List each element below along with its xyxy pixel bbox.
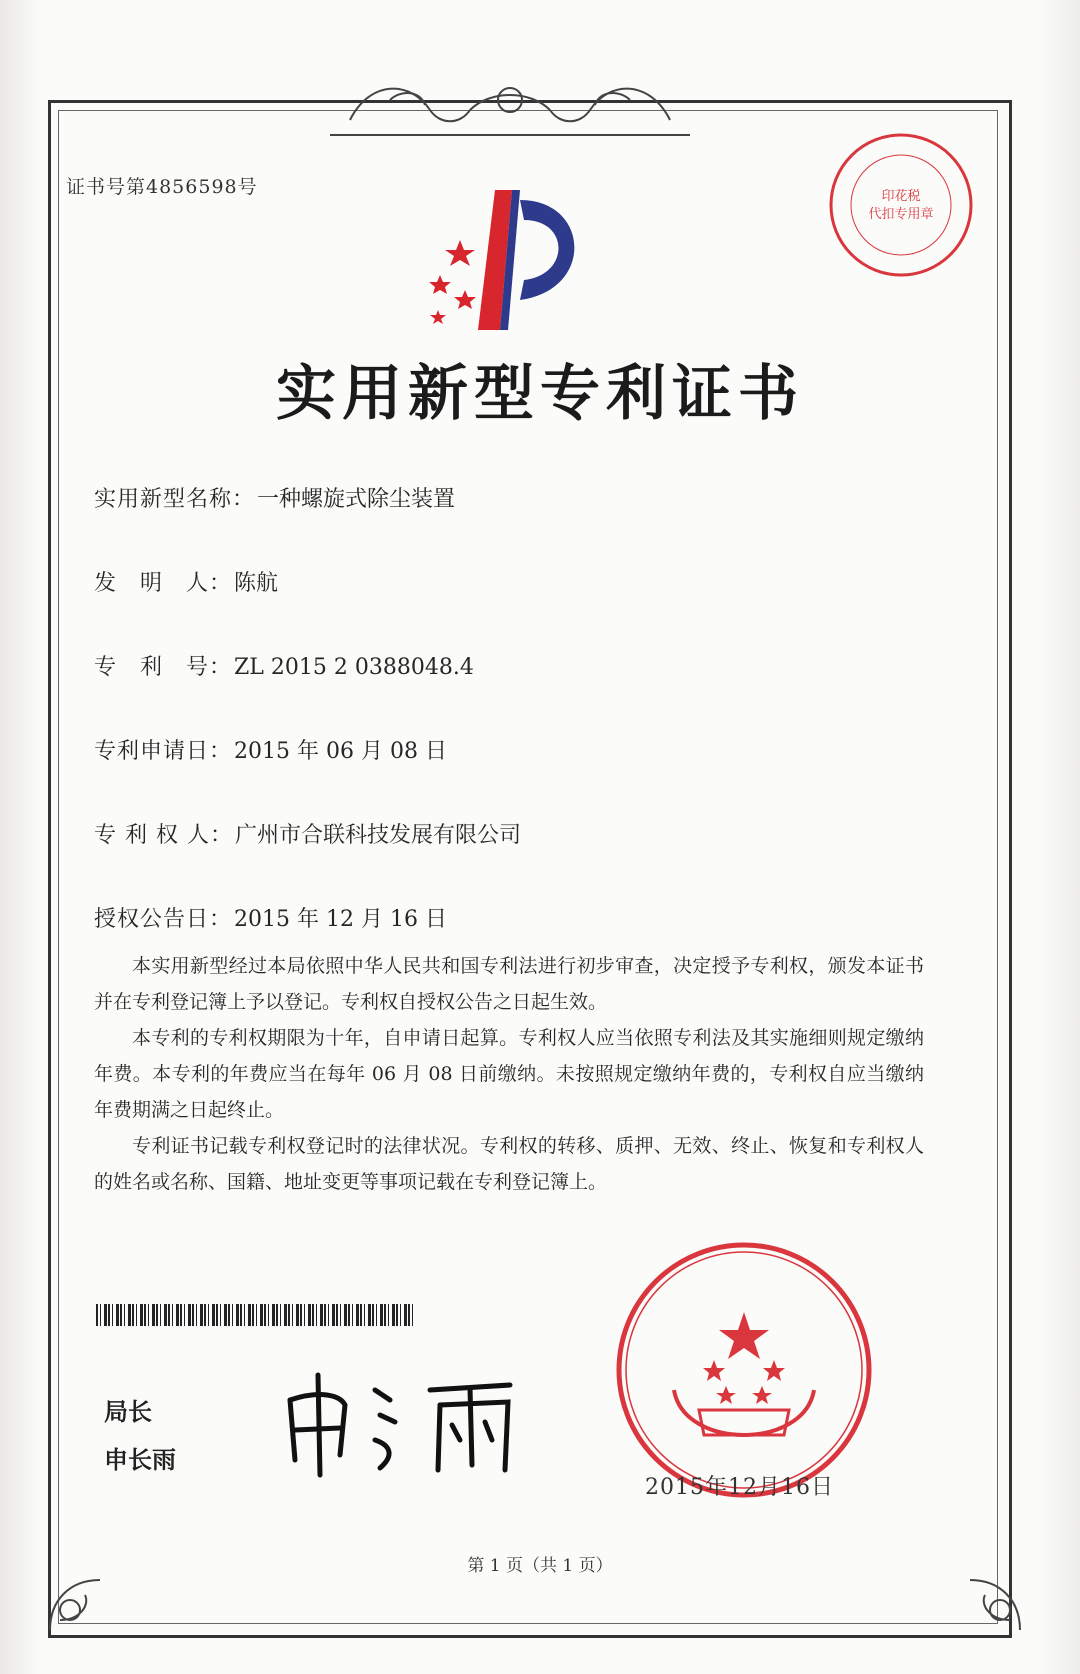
barcode xyxy=(96,1304,416,1326)
field-value: 2015 年 06 月 08 日 xyxy=(234,739,447,764)
director-title: 局长 xyxy=(104,1398,152,1426)
field-patentee xyxy=(94,818,521,849)
field-utility-model-name xyxy=(94,482,455,513)
patent-office-emblem-icon xyxy=(420,180,610,340)
certificate-number: 证书号第4856598号 xyxy=(66,176,258,198)
field-value: ZL 2015 2 0388048.4 xyxy=(234,655,474,680)
field-filing-date xyxy=(94,734,447,765)
body-paragraph: 本实用新型经过本局依照中华人民共和国专利法进行初步审查，决定授予专利权，颁发本证书并在专利登记簿上予以登记。专利权自授权公告之日起生效。 xyxy=(94,955,924,1013)
field-value: 陈航 xyxy=(234,571,279,596)
field-label: 授权公告日： xyxy=(94,907,233,932)
field-label: 发 明 人： xyxy=(94,571,233,596)
field-label: 专利申请日： xyxy=(94,739,233,764)
top-ornament-icon xyxy=(330,60,690,140)
field-label: 专 利 号： xyxy=(94,655,233,680)
certificate-title: 实用新型专利证书 xyxy=(276,359,804,429)
seal-date: 2015年12月16日 xyxy=(645,1475,834,1500)
svg-text:代扣专用章: 代扣专用章 xyxy=(868,207,934,222)
director-signature-icon xyxy=(280,1360,530,1480)
field-grant-date xyxy=(94,902,447,933)
director-name: 申长雨 xyxy=(104,1446,176,1474)
svg-text:印花税: 印花税 xyxy=(881,189,921,204)
cnipa-official-seal-icon xyxy=(614,1240,874,1500)
field-label: 专 利 权 人： xyxy=(94,823,233,848)
field-inventor xyxy=(94,566,278,597)
page-footer: 第 1 页（共 1 页） xyxy=(467,1556,613,1576)
field-patent-number xyxy=(94,650,474,681)
body-paragraph: 专利证书记载专利权登记时的法律状况。专利权的转移、质押、无效、终止、恢复和专利权人的姓名或名称、国籍、地址变更等事项记载在专利登记簿上。 xyxy=(94,1135,924,1193)
field-value: 广州市合联科技发展有限公司 xyxy=(234,823,521,848)
field-value: 2015 年 12 月 16 日 xyxy=(234,907,447,932)
certificate-body-text xyxy=(94,948,924,1200)
body-paragraph: 本专利的专利权期限为十年，自申请日起算。专利权人应当依照专利法及其实施细则规定缴纳年费。本专利的年费应当在每年 06 月 08 日前缴纳。未按照规定缴纳年费的，专利权自应当缴纳年费期满之日起终止。 xyxy=(94,1027,924,1121)
field-label: 实用新型名称： xyxy=(94,487,256,512)
tax-stamp-seal-icon xyxy=(826,130,976,280)
field-value: 一种螺旋式除尘装置 xyxy=(257,487,456,512)
